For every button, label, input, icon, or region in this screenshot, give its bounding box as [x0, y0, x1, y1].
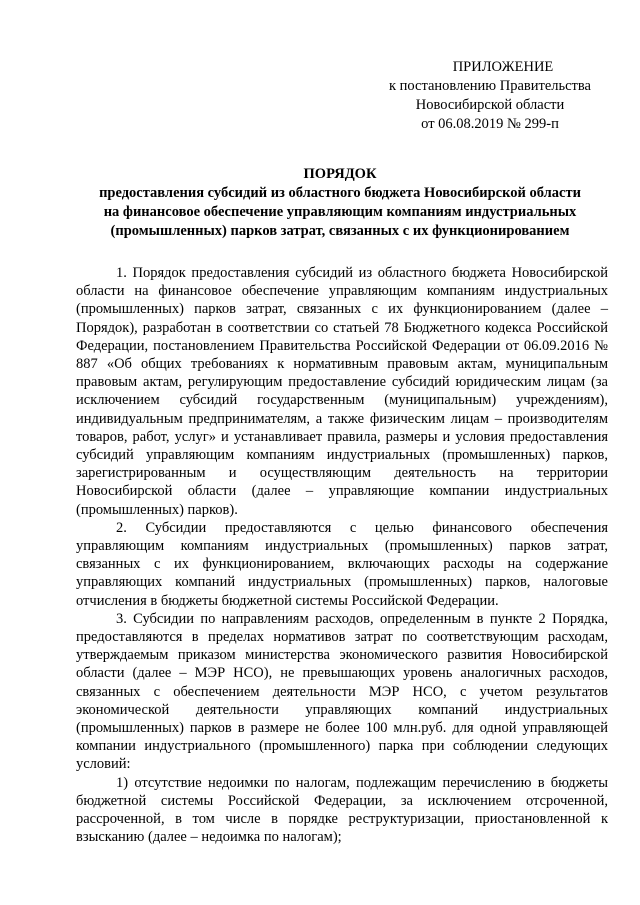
document-title-block — [40, 165, 640, 241]
document-body — [76, 264, 608, 847]
appendix-date: от 06.08.2019 № 299-п — [421, 116, 559, 132]
appendix-header — [360, 58, 620, 134]
paragraph-2: 2. Субсидии предоставляются с целью финансового обеспечения управляющим компаниям индустриальных (промышленных) парков затрат, связанных с их функционированием, включающих расходы на содержание управляющих компаний индустриальных (промышленных) парков, налоговые отчисления в бюджеты бюджетной системы Российской Федерации. — [76, 519, 608, 609]
document-subtitle-line: на финансовое обеспечение управляющим компаниям индустриальных — [103, 204, 577, 220]
document-subtitle-line: (промышленных) парков затрат, связанных с их функционированием — [110, 223, 570, 239]
appendix-line: Новосибирской области — [415, 97, 565, 113]
document-title: ПОРЯДОК — [303, 166, 377, 182]
paragraph-1: 1. Порядок предоставления субсидий из областного бюджета Новосибирской области на финансовое обеспечение управляющим компаниям индустриальных (промышленных) парков затрат, связанных с их функционированием (далее – Порядок), разработан в соответствии со статьей 78 Бюджетного кодекса Российской Федерации, постановлением Правительства Российской Федерации от 06.09.2016 № 887 «Об общих требованиях к нормативным правовым актам, муниципальным правовым актам, регулирующим предоставление субсидий юридическим лицам (за исключением субсидий государственным (муниципальным) учреждениям), индивидуальным предпринимателям, а также физическим лицам – производителям товаров, работ, услуг» и устанавливает правила, размеры и условия предоставления субсидий управляющим компаниям индустриальных (промышленных) парков, зарегистрированным и осуществляющим деятельность на территории Новосибирской области (далее – управляющие компании индустриальных (промышленных) парков). — [76, 265, 608, 518]
paragraph-3-item-1: 1) отсутствие недоимки по налогам, подлежащим перечислению в бюджеты бюджетной системы Российской Федерации, за исключением отсроченной, рассроченной, в том числе в порядке реструктуризации, приостановленной к взысканию (далее – недоимка по налогам); — [76, 774, 608, 846]
appendix-title: ПРИЛОЖЕНИЕ — [452, 59, 554, 75]
document-subtitle-line: предоставления субсидий из областного бюджета Новосибирской области — [99, 185, 581, 201]
appendix-line: к постановлению Правительства — [389, 78, 591, 94]
paragraph-3: 3. Субсидии по направлениям расходов, определенным в пункте 2 Порядка, предоставляются в пределах нормативов затрат по соответствующим расходам, утверждаемым приказом министерства экономического развития Новосибирской области (далее – МЭР НСО), не превышающих уровень аналогичных расходов, связанных с обеспечением деятельности МЭР НСО, с учетом результатов экономической деятельности управляющих компаний индустриальных (промышленных) парков в размере не более 100 млн.руб. для одной управляющей компании индустриального (промышленного) парка при соблюдении следующих условий: — [76, 610, 608, 773]
